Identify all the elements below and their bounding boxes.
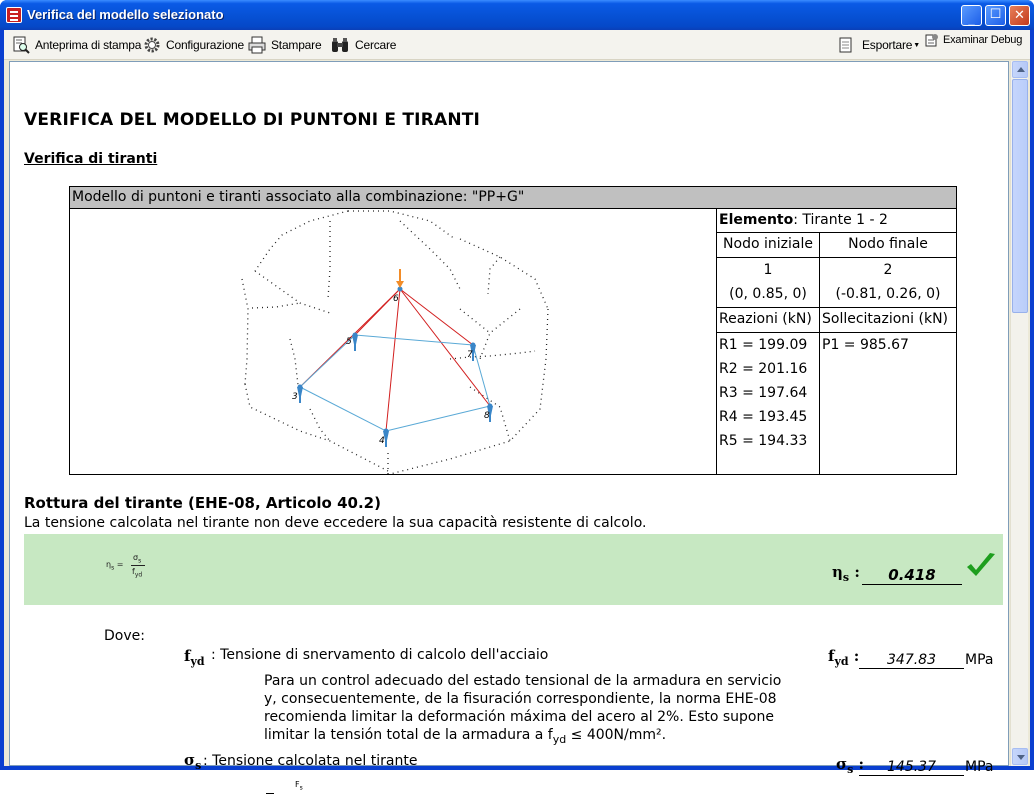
eta-symbol-sub: s <box>842 571 850 584</box>
formula-lhs-sub: s <box>111 564 115 572</box>
where-label: Dove: <box>104 628 145 644</box>
reaction-value: R5 = 194.33 <box>719 432 808 449</box>
reactions-list <box>717 332 820 474</box>
debug-icon <box>924 32 940 48</box>
node-start-coords: (0, 0.85, 0) <box>729 286 807 303</box>
window-title: Verifica del modello selezionato <box>27 7 224 22</box>
scroll-thumb[interactable] <box>1012 79 1028 313</box>
node-label: 4 <box>379 436 385 446</box>
formula-num-sub: s <box>138 557 142 565</box>
configuration-label: Configurazione <box>166 38 244 52</box>
next-formula-sub: s <box>299 784 303 792</box>
formula-den-sub: yd <box>134 571 143 579</box>
export-label: Esportare <box>862 38 913 52</box>
node-start-id: 1 <box>763 262 773 279</box>
node-start-cell <box>717 258 820 307</box>
toolbar <box>4 30 1030 60</box>
fyd-note-line: recomienda limitar la deformación máxima del acero al 2%. Esto supone <box>264 709 774 725</box>
configuration-button[interactable] <box>143 35 244 55</box>
model-diagram-cell <box>70 209 717 475</box>
title-bar[interactable] <box>0 0 1034 30</box>
binoculars-icon <box>330 36 350 54</box>
export-button[interactable] <box>837 35 920 55</box>
element-value: : Tirante 1 - 2 <box>793 212 888 228</box>
fyd-note-text: limitar la tensión total de la armadura a f <box>264 727 553 743</box>
next-formula-char: F <box>295 780 300 789</box>
reaction-value: R4 = 193.45 <box>719 408 808 425</box>
minimize-button[interactable]: _ <box>961 5 982 26</box>
fyd-unit: MPa <box>965 652 994 668</box>
sigma-value-symbol: $\sigma_s$ : <box>836 755 865 776</box>
print-preview-button[interactable] <box>12 35 141 55</box>
node-end-coords: (-0.81, 0.26, 0) <box>835 286 941 303</box>
rupture-text: La tensione calcolata nel tirante non deve eccedere la sua capacità resistente di calcolo. <box>24 515 647 531</box>
debug-button[interactable] <box>924 32 1022 48</box>
fyd-symbol-char: f <box>184 647 191 665</box>
strut-tie-diagram <box>70 209 716 474</box>
print-button[interactable] <box>248 35 321 55</box>
eta-symbol: $\eta_s$ : <box>832 563 860 584</box>
section-heading: Verifica di tiranti <box>24 151 158 167</box>
sigma-value-symbol-sub: s <box>847 763 854 776</box>
fyd-note-line: y, consecuentemente, de la fisuración correspondiente, la norma EHE-08 <box>264 691 777 707</box>
formula-den: f <box>132 567 135 576</box>
print-preview-label: Anteprima di stampa <box>35 38 142 52</box>
fyd-note-sub: yd <box>552 732 567 746</box>
vertical-scrollbar[interactable] <box>1010 61 1028 766</box>
search-label: Cercare <box>355 38 397 52</box>
fyd-value-symbol-char: f <box>828 647 835 665</box>
node-end-cell <box>820 258 957 307</box>
eta-value: 0.418 <box>862 566 962 585</box>
element-cell <box>717 209 957 233</box>
sigma-value: 145.37 <box>859 759 964 776</box>
load-value: P1 = 985.67 <box>822 336 909 353</box>
node-label: 3 <box>292 392 298 402</box>
node-end-id: 2 <box>883 262 893 279</box>
loads-header: Sollecitazioni (kN) <box>820 307 957 332</box>
fyd-description: : Tensione di snervamento di calcolo dell'acciaio <box>211 647 549 663</box>
sigma-value-symbol-char: σ <box>836 755 848 773</box>
fyd-note-line: Para un control adecuado del estado tensional de la armadura en servicio <box>264 673 782 689</box>
sigma-symbol-sub: s <box>195 759 202 772</box>
eta-symbol-char: η <box>832 563 843 581</box>
report-title: VERIFICA DEL MODELLO DI PUNTONI E TIRANTI <box>24 110 481 130</box>
debug-label: Examinar Debug <box>943 34 1023 46</box>
next-formula-fragment <box>295 780 303 792</box>
sigma-description: : Tensione calcolata nel tirante <box>203 753 418 769</box>
sigma-symbol-char: σ <box>184 751 196 769</box>
formula-num: σ <box>133 553 139 562</box>
fyd-value: 347.83 <box>859 652 964 669</box>
printer-icon <box>248 36 266 54</box>
export-icon <box>837 36 857 54</box>
node-label: 6 <box>393 294 399 304</box>
node-label: 8 <box>484 411 490 421</box>
maximize-button[interactable]: ☐ <box>985 5 1006 26</box>
sigma-symbol <box>184 751 201 772</box>
model-header: Modello di puntoni e tiranti associato alla combinazione: "PP+G" <box>70 187 957 209</box>
element-label: Elemento <box>719 212 794 228</box>
reaction-value: R1 = 199.09 <box>719 336 808 353</box>
formula-lhs: η <box>106 560 112 569</box>
fyd-value-symbol-sub: yd <box>834 655 849 668</box>
close-button[interactable]: ✕ <box>1009 5 1030 26</box>
node-start-header: Nodo iniziale <box>717 233 820 258</box>
fyd-symbol-sub: yd <box>190 655 205 668</box>
print-preview-icon <box>12 36 30 54</box>
fyd-note <box>264 672 824 749</box>
print-label: Stampare <box>271 38 322 52</box>
dropdown-arrow-icon: ▼ <box>913 41 920 49</box>
gear-icon <box>143 36 161 54</box>
fyd-note-text: ≤ 400N/mm². <box>566 727 667 743</box>
scroll-down-button[interactable] <box>1012 748 1028 765</box>
fyd-symbol <box>184 647 205 668</box>
app-icon <box>6 7 22 23</box>
rupture-heading: Rottura del tirante (EHE-08, Articolo 40.2) <box>24 494 381 512</box>
loads-list <box>820 332 957 474</box>
fyd-note-line <box>264 726 824 749</box>
sigma-unit: MPa <box>965 759 994 775</box>
report-document[interactable] <box>9 61 1009 792</box>
reactions-header: Reazioni (kN) <box>717 307 820 332</box>
check-result-band: $\eta_s$ = $\sigma_s$ $f_{yd}$ $\eta_s$ : 0.418 <box>24 534 1003 605</box>
checkmark-icon <box>964 549 998 583</box>
model-table <box>69 186 957 475</box>
scroll-up-button[interactable] <box>1012 61 1028 78</box>
node-label: 5 <box>346 337 352 347</box>
node-label: 7 <box>467 350 473 360</box>
search-button[interactable] <box>330 35 396 55</box>
reaction-value: R2 = 201.16 <box>719 360 808 377</box>
fyd-value-symbol: $f_{yd}$ : <box>828 647 860 668</box>
node-end-header: Nodo finale <box>820 233 957 258</box>
reaction-value: R3 = 197.64 <box>719 384 808 401</box>
window-client <box>4 30 1030 792</box>
